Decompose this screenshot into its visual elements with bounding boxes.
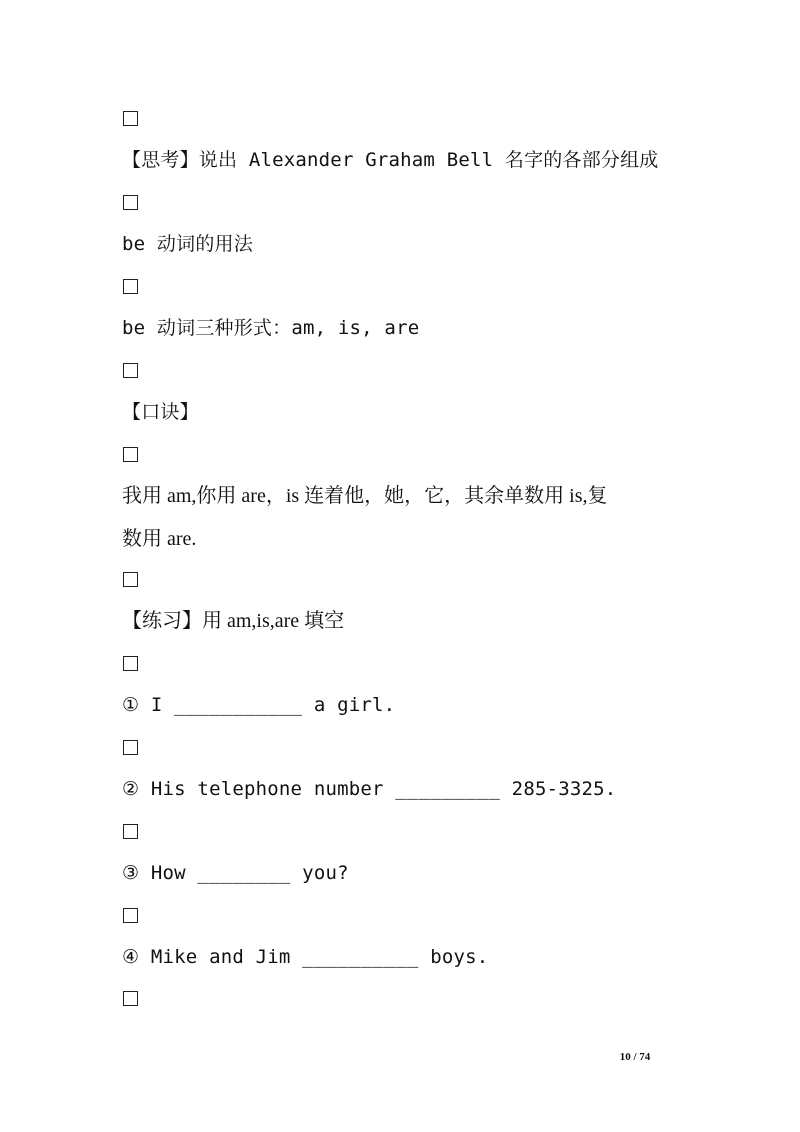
practice-heading: 【练习】用 am,is,are 填空 bbox=[122, 610, 345, 632]
checkbox-placeholder bbox=[123, 824, 138, 839]
rhyme-title: 【口诀】 bbox=[122, 401, 199, 423]
question-4: ④ Mike and Jim __________ boys. bbox=[122, 946, 489, 968]
rhyme-line-1: 我用 am,你用 are，is 连着他，她，它，其余单数用 is,复 bbox=[122, 485, 608, 507]
checkbox-placeholder bbox=[123, 447, 138, 462]
rhyme-line-2: 数用 are. bbox=[122, 528, 197, 550]
checkbox-placeholder bbox=[123, 908, 138, 923]
checkbox-placeholder bbox=[123, 279, 138, 294]
question-2: ② His telephone number _________ 285-3325. bbox=[122, 778, 617, 800]
page-number: 10 / 74 bbox=[619, 1051, 651, 1063]
checkbox-placeholder bbox=[123, 656, 138, 671]
checkbox-placeholder bbox=[123, 740, 138, 755]
checkbox-placeholder bbox=[123, 572, 138, 587]
checkbox-placeholder bbox=[123, 991, 138, 1006]
checkbox-placeholder bbox=[123, 363, 138, 378]
think-line: 【思考】说出 Alexander Graham Bell 名字的各部分组成 bbox=[122, 149, 659, 171]
checkbox-placeholder bbox=[123, 195, 138, 210]
checkbox-placeholder bbox=[123, 111, 138, 126]
be-usage-heading: be 动词的用法 bbox=[122, 233, 253, 255]
be-forms-line: be 动词三种形式：am, is, are bbox=[122, 317, 420, 339]
question-1: ① I ___________ a girl. bbox=[122, 694, 396, 716]
question-3: ③ How ________ you? bbox=[122, 862, 349, 884]
